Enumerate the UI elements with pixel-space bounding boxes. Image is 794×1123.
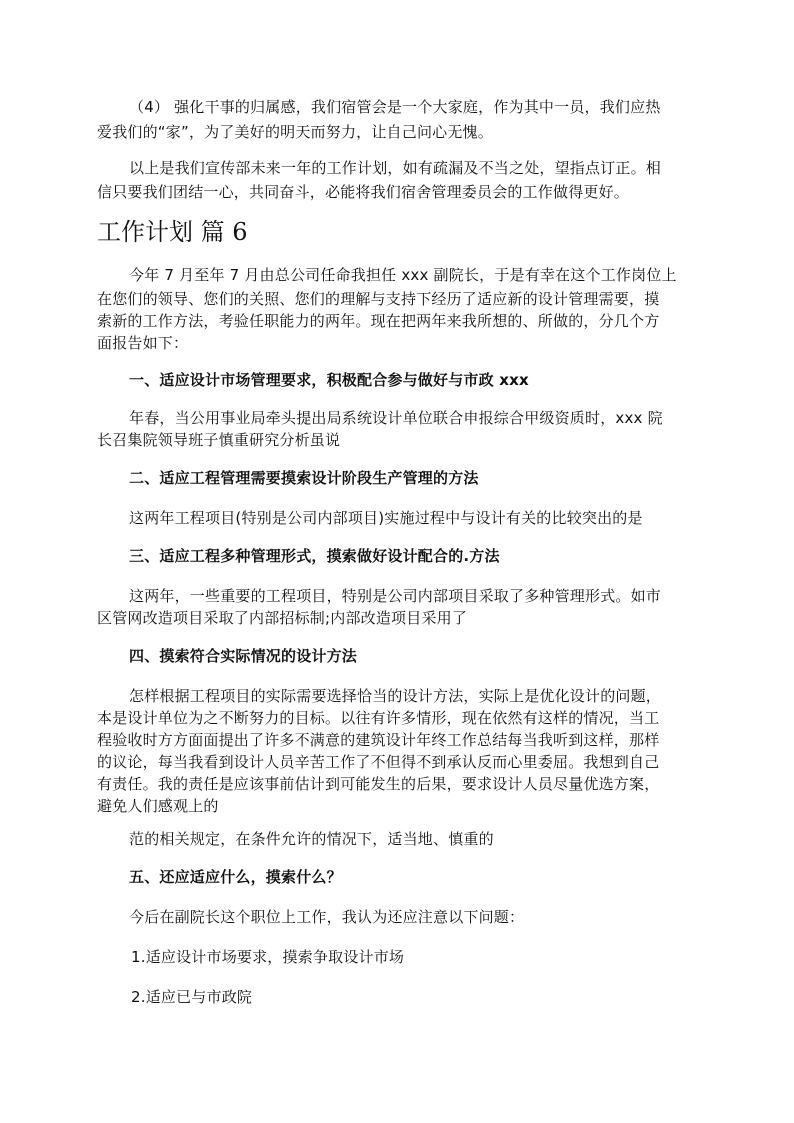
- paragraph-line: 程验收时方方面面提出了许多不满意的建筑设计年终工作总结每当我听到这样，那样: [97, 731, 660, 749]
- paragraph-line: 索新的工作方法，考验任职能力的两年。现在把两年来我所想的、所做的，分几个方: [97, 312, 660, 330]
- paragraph-line: 今年 7 月至年 7 月由总公司任命我担任 xxx 副院长，于是有幸在这个工作岗位上: [129, 266, 677, 284]
- paragraph-line: 有责任。我的责任是应该事前估计到可能发生的后果，要求设计人员尽量优选方案，: [97, 775, 660, 793]
- paragraph-line: 年春，当公用事业局牵头提出局系统设计单位联合申报综合甲级资质时，xxx 院: [129, 409, 663, 427]
- paragraph-line: 长召集院领导班子慎重研究分析虽说: [97, 431, 341, 449]
- paragraph-line: （4） 强化干事的归属感，我们宿管会是一个大家庭，作为其中一员，我们应热: [129, 98, 661, 116]
- paragraph-line: 信只要我们团结一心，共同奋斗，必能将我们宿舍管理委员会的工作做得更好。: [97, 183, 630, 201]
- section-heading: 工作计划 篇 6: [97, 218, 248, 246]
- paragraph-line: 以上是我们宣传部未来一年的工作计划，如有疏漏及不当之处，望指点订正。相: [129, 159, 662, 177]
- paragraph-line: 本是设计单位为之不断努力的目标。以往有许多情形，现在依然有这样的情况，当工: [97, 709, 660, 727]
- paragraph-line: 范的相关规定，在条件允许的情况下，适当地、慎重的: [129, 830, 494, 848]
- subsection-heading: 四、摸索符合实际情况的设计方法: [129, 647, 358, 665]
- subsection-heading: 五、还应适应什么，摸索什么？: [129, 868, 342, 886]
- paragraph-line: 爱我们的“家”，为了美好的明天而努力，让自己问心无愧。: [97, 123, 493, 141]
- paragraph-line: 这两年，一些重要的工程项目，特别是公司内部项目采取了多种管理形式。如市: [129, 587, 662, 605]
- paragraph-line: 避免人们感观上的: [97, 797, 219, 815]
- list-item: 2.适应已与市政院: [131, 988, 253, 1006]
- paragraph-line: 在您们的领导、您们的关照、您们的理解与支持下经历了适应新的设计管理需要，摸: [97, 290, 660, 308]
- paragraph-line: 这两年工程项目(特别是公司内部项目)实施过程中与设计有关的比较突出的是: [129, 509, 643, 527]
- paragraph-line: 的议论，每当我看到设计人员辛苦工作了不但得不到承认反而心里委屈。我想到自己: [97, 753, 660, 771]
- subsection-heading: 二、适应工程管理需要摸索设计阶段生产管理的方法: [129, 469, 479, 487]
- subsection-heading: 三、适应工程多种管理形式，摸索做好设计配合的.方法: [129, 547, 500, 565]
- paragraph-line: 今后在副院长这个职位上工作，我认为还应注意以下问题：: [129, 908, 525, 926]
- paragraph-line: 怎样根据工程项目的实际需要选择恰当的设计方法，实际上是优化设计的问题，: [129, 687, 662, 705]
- subsection-heading: 一、适应设计市场管理要求，积极配合参与做好与市政 xxx: [129, 371, 529, 389]
- paragraph-line: 面报告如下：: [97, 334, 189, 352]
- paragraph-line: 区管网改造项目采取了内部招标制;内部改造项目采用了: [97, 609, 468, 627]
- list-item: 1.适应设计市场要求，摸索争取设计市场: [131, 948, 405, 966]
